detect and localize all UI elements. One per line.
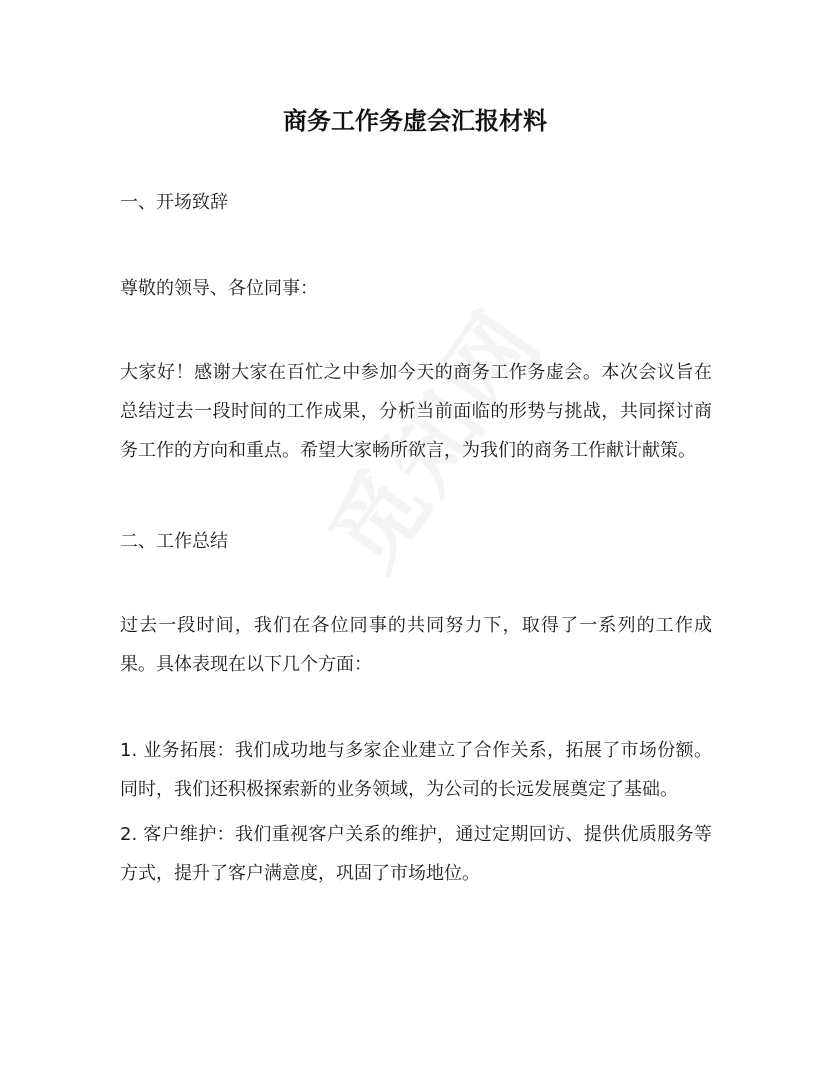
salutation-paragraph: 尊敬的领导、各位同事： <box>120 278 318 299</box>
opening-remarks-paragraph: 大家好！感谢大家在百忙之中参加今天的商务工作务虚会。本次会议旨在总结过去一段时间的工作成果，分析当前面临的形势与挑战，共同探讨商务工作的方向和重点。希望大家畅所欲言，为我们的商务工作献计献策。 <box>120 362 712 461</box>
section-heading-opening: 一、开场致辞 <box>120 192 228 213</box>
list-item-business-expansion: 1. 业务拓展：我们成功地与多家企业建立了合作关系，拓展了市场份额。同时，我们还积极探索新的业务领域，为公司的长远发展奠定了基础。 <box>120 740 712 800</box>
section-heading-summary: 二、工作总结 <box>120 531 228 552</box>
summary-intro-paragraph: 过去一段时间，我们在各位同事的共同努力下，取得了一系列的工作成果。具体表现在以下几个方面： <box>120 615 712 675</box>
list-item-customer-maintenance: 2. 客户维护：我们重视客户关系的维护，通过定期回访、提供优质服务等方式，提升了客户满意度，巩固了市场地位。 <box>120 824 712 884</box>
document-title: 商务工作务虚会汇报材料 <box>283 107 547 135</box>
